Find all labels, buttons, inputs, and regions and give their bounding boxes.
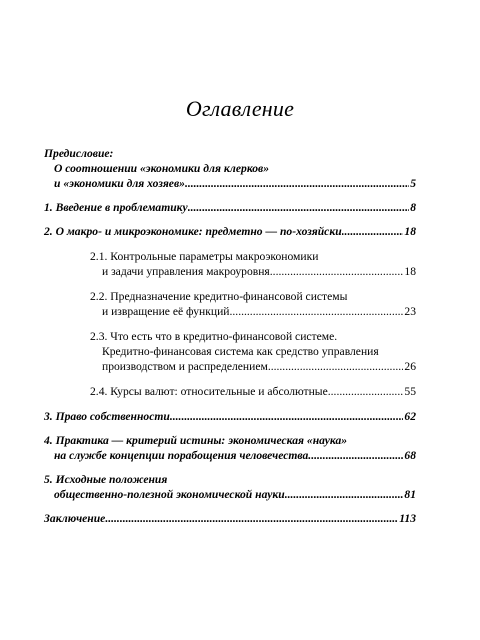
toc-entry-section-2-3[interactable] [44,329,416,374]
toc-entry-text: 2.3. Что есть что в кредитно-финансовой системе. [90,330,338,343]
dot-leader [268,359,404,374]
dot-leader [230,304,404,319]
toc-entry-conclusion[interactable] [44,511,416,526]
toc-entry-preface[interactable] [44,146,416,191]
toc-page-number: 8 [410,201,416,214]
dot-leader [170,409,404,424]
toc-entry-section-2-2[interactable] [44,289,416,319]
toc-page-number: 5 [410,177,416,190]
toc-entry-text: Кредитно-финансовая система как средство управления [102,345,379,358]
toc-entry-text: общественно-полезной экономической науки [54,488,285,501]
toc-entry-text: 2.1. Контрольные параметры макроэкономики [90,250,319,263]
dot-leader [270,264,404,279]
toc-entry-text: и задачи управления макроуровня [102,265,270,278]
dot-leader [188,200,410,215]
toc-page-number: 113 [399,512,416,525]
dot-leader [308,448,403,463]
toc-page-number: 23 [404,305,416,318]
toc-entry-text: и извращение её функций [102,305,230,318]
dot-leader [285,487,404,502]
page-title: Оглавление [185,96,295,121]
dot-leader [105,511,398,526]
toc-entry-text: 2.2. Предназначение кредитно-финансовой системы [90,290,348,303]
toc-entry-chapter-5[interactable] [44,472,416,502]
toc-entry-chapter-1[interactable] [44,200,416,215]
dot-leader [342,224,404,239]
toc-entry-chapter-3[interactable] [44,409,416,424]
toc-page-number: 68 [404,449,416,462]
toc-page-number: 18 [404,265,416,278]
toc-entry-text: на службе концепции порабощения человечества [54,449,309,462]
dot-leader [185,176,409,191]
toc-entry-text: производством и распределением [102,360,268,373]
toc-page-number: 18 [404,225,416,238]
toc-entry-text: 2. О макро- и микроэкономике: предметно — по-хозяйски [44,225,342,238]
toc-entry-chapter-4[interactable] [44,433,416,463]
toc-page-number: 26 [404,360,416,373]
toc-entry-text: О соотношении «экономики для клерков» [54,162,270,175]
toc-entry-text: 2.4. Курсы валют: относительные и абсолютные [90,385,328,398]
toc-entry-section-2-4[interactable] [44,384,416,399]
toc-entry-text: 3. Право собственности [44,410,170,423]
toc-page-number: 62 [404,410,416,423]
toc-entry-text: 4. Практика — критерий истины: экономическая «наука» [44,434,348,447]
toc-page-number: 81 [404,488,416,501]
toc-entry-section-2-1[interactable] [44,249,416,279]
toc-entry-chapter-2[interactable] [44,224,416,239]
table-of-contents [44,146,416,526]
dot-leader [328,384,404,399]
toc-entry-text: 1. Введение в проблематику [44,201,188,214]
toc-entry-text: Предисловие: [44,147,114,160]
toc-entry-text: и «экономики для хозяев» [54,177,185,190]
toc-entry-text: Заключение [44,512,106,525]
toc-entry-text: 5. Исходные положения [44,473,168,486]
toc-page-number: 55 [404,385,416,398]
